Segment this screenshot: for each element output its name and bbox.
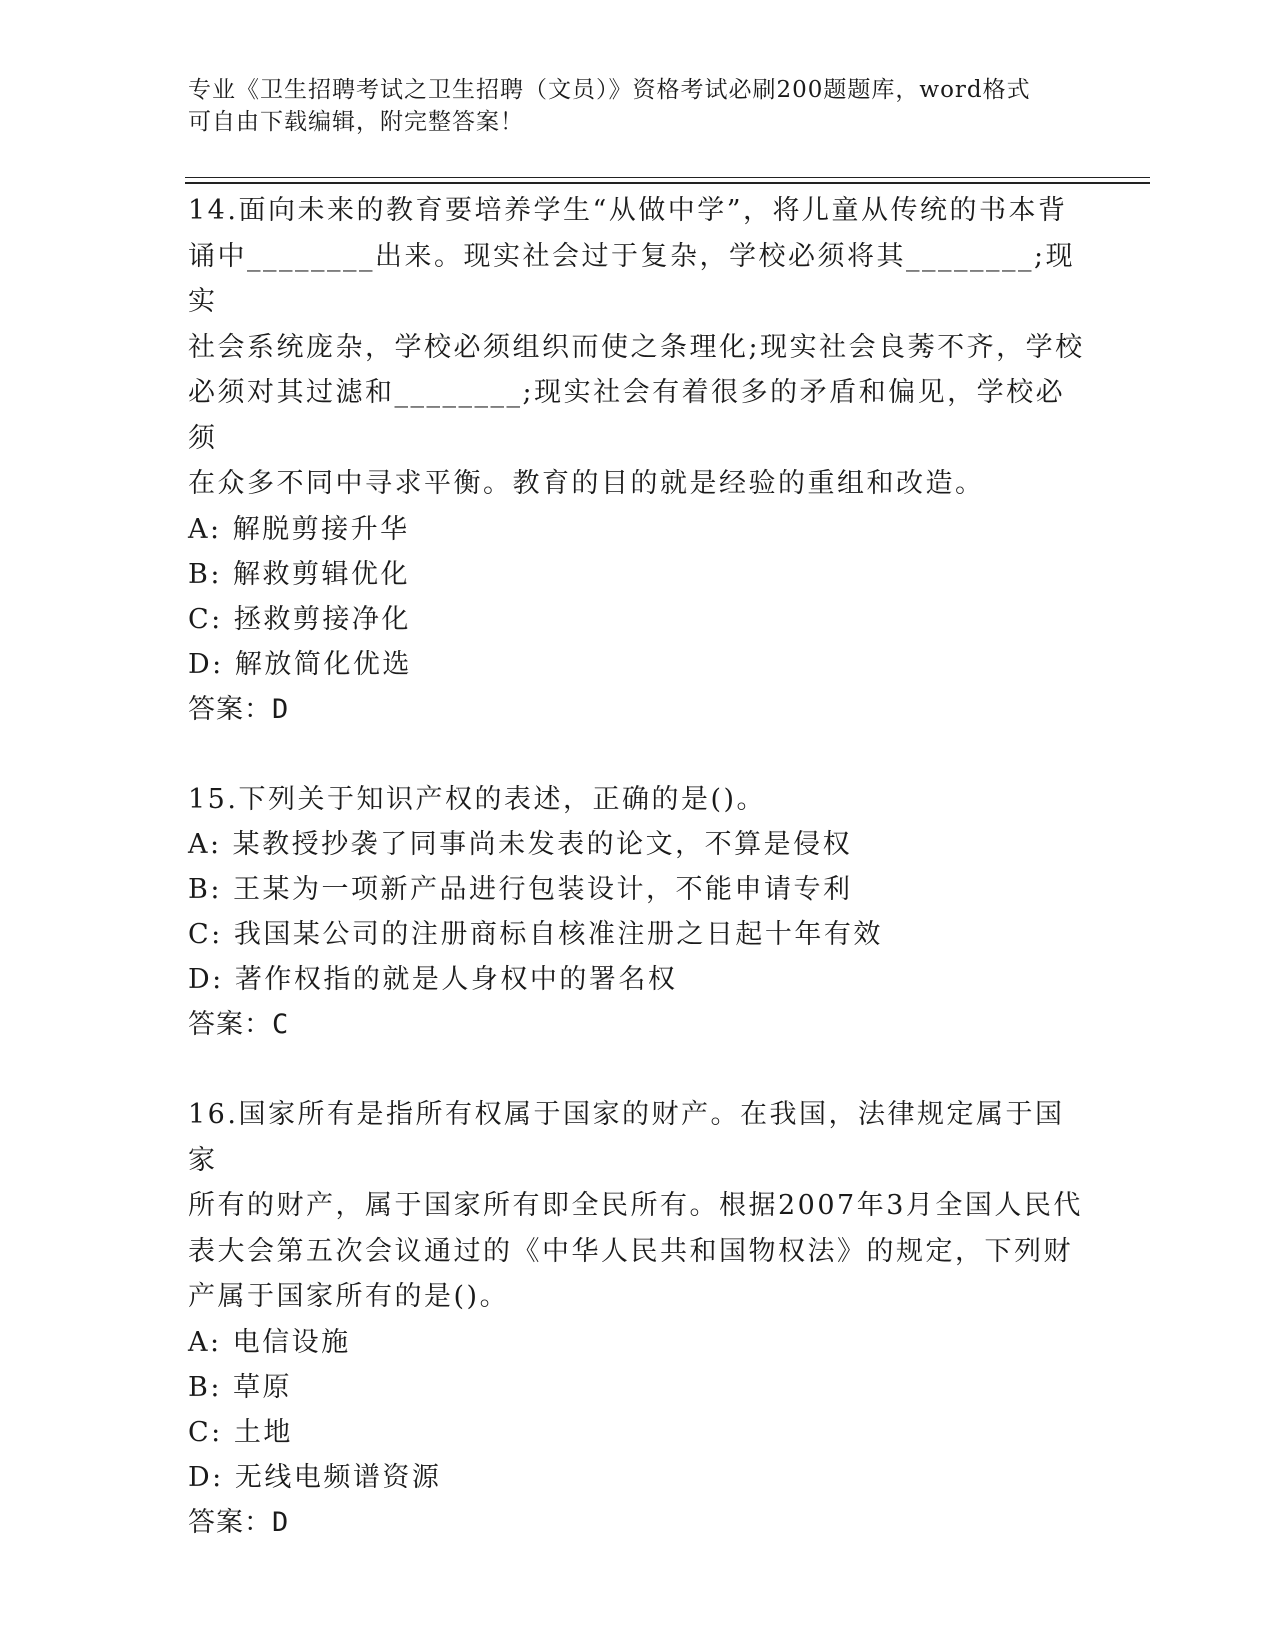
question-text-line: 社会系统庞杂，学校必须组织而使之条理化;现实社会良莠不齐，学校 [188,331,1085,363]
question-14 [188,188,1088,732]
answer-value: D [272,1506,290,1538]
option-a: A: 电信设施 [188,1326,351,1358]
answer-label: 答案： [188,1009,272,1040]
question-text-line: 诵中________出来。现实社会过于复杂，学校必须将其________;现实 [188,240,1076,317]
header-line-2: 可自由下载编辑，附完整答案！ [188,109,524,135]
question-text-line: 14.面向未来的教育要培养学生“从做中学”，将儿童从传统的书本背 [188,195,1068,226]
option-c: C: 土地 [188,1416,293,1448]
option-a: A: 解脱剪接升华 [188,513,410,545]
answer [188,1002,1088,1047]
question-text-line: 表大会第五次会议通过的《中华人民共和国物权法》的规定，下列财 [188,1235,1073,1267]
question-text-line: 所有的财产，属于国家所有即全民所有。根据2007年3月全国人民代 [188,1190,1083,1221]
answer-label: 答案： [188,1506,272,1538]
option-c: C: 拯救剪接净化 [188,603,411,635]
header-line-1: 专业《卫生招聘考试之卫生招聘（文员）》资格考试必刷200题题库，word格式 [188,77,1031,103]
option-c: C: 我国某公司的注册商标自核准注册之日起十年有效 [188,919,883,950]
option-a: A: 某教授抄袭了同事尚未发表的论文，不算是侵权 [188,829,853,860]
option-d: D: 著作权指的就是人身权中的署名权 [188,964,678,995]
option-d: D: 解放简化优选 [188,648,412,680]
option-b: B: 草原 [188,1371,293,1403]
question-16 [188,1092,1088,1545]
option-b: B: 王某为一项新产品进行包装设计，不能申请专利 [188,874,853,905]
answer-value: C [272,1009,290,1040]
question-text-line: 16.国家所有是指所有权属于国家的财产。在我国，法律规定属于国家 [188,1099,1065,1176]
option-b: B: 解救剪辑优化 [188,558,411,590]
document-header [188,74,1068,138]
question-text-line: 必须对其过滤和________;现实社会有着很多的矛盾和偏见，学校必须 [188,377,1066,454]
question-15 [188,777,1088,1048]
question-list [188,188,1088,1545]
question-text-line: 产属于国家所有的是()。 [188,1281,510,1312]
answer-value: D [272,693,290,725]
answer [188,687,1088,732]
question-text-line: 15.下列关于知识产权的表述，正确的是()。 [188,783,767,815]
answer-label: 答案： [188,693,272,725]
option-d: D: 无线电频谱资源 [188,1461,442,1493]
header-divider-thick [185,182,1150,184]
answer [188,1500,1088,1545]
header-divider-thin [185,177,1150,178]
question-text-line: 在众多不同中寻求平衡。教育的目的就是经验的重组和改造。 [188,468,985,499]
